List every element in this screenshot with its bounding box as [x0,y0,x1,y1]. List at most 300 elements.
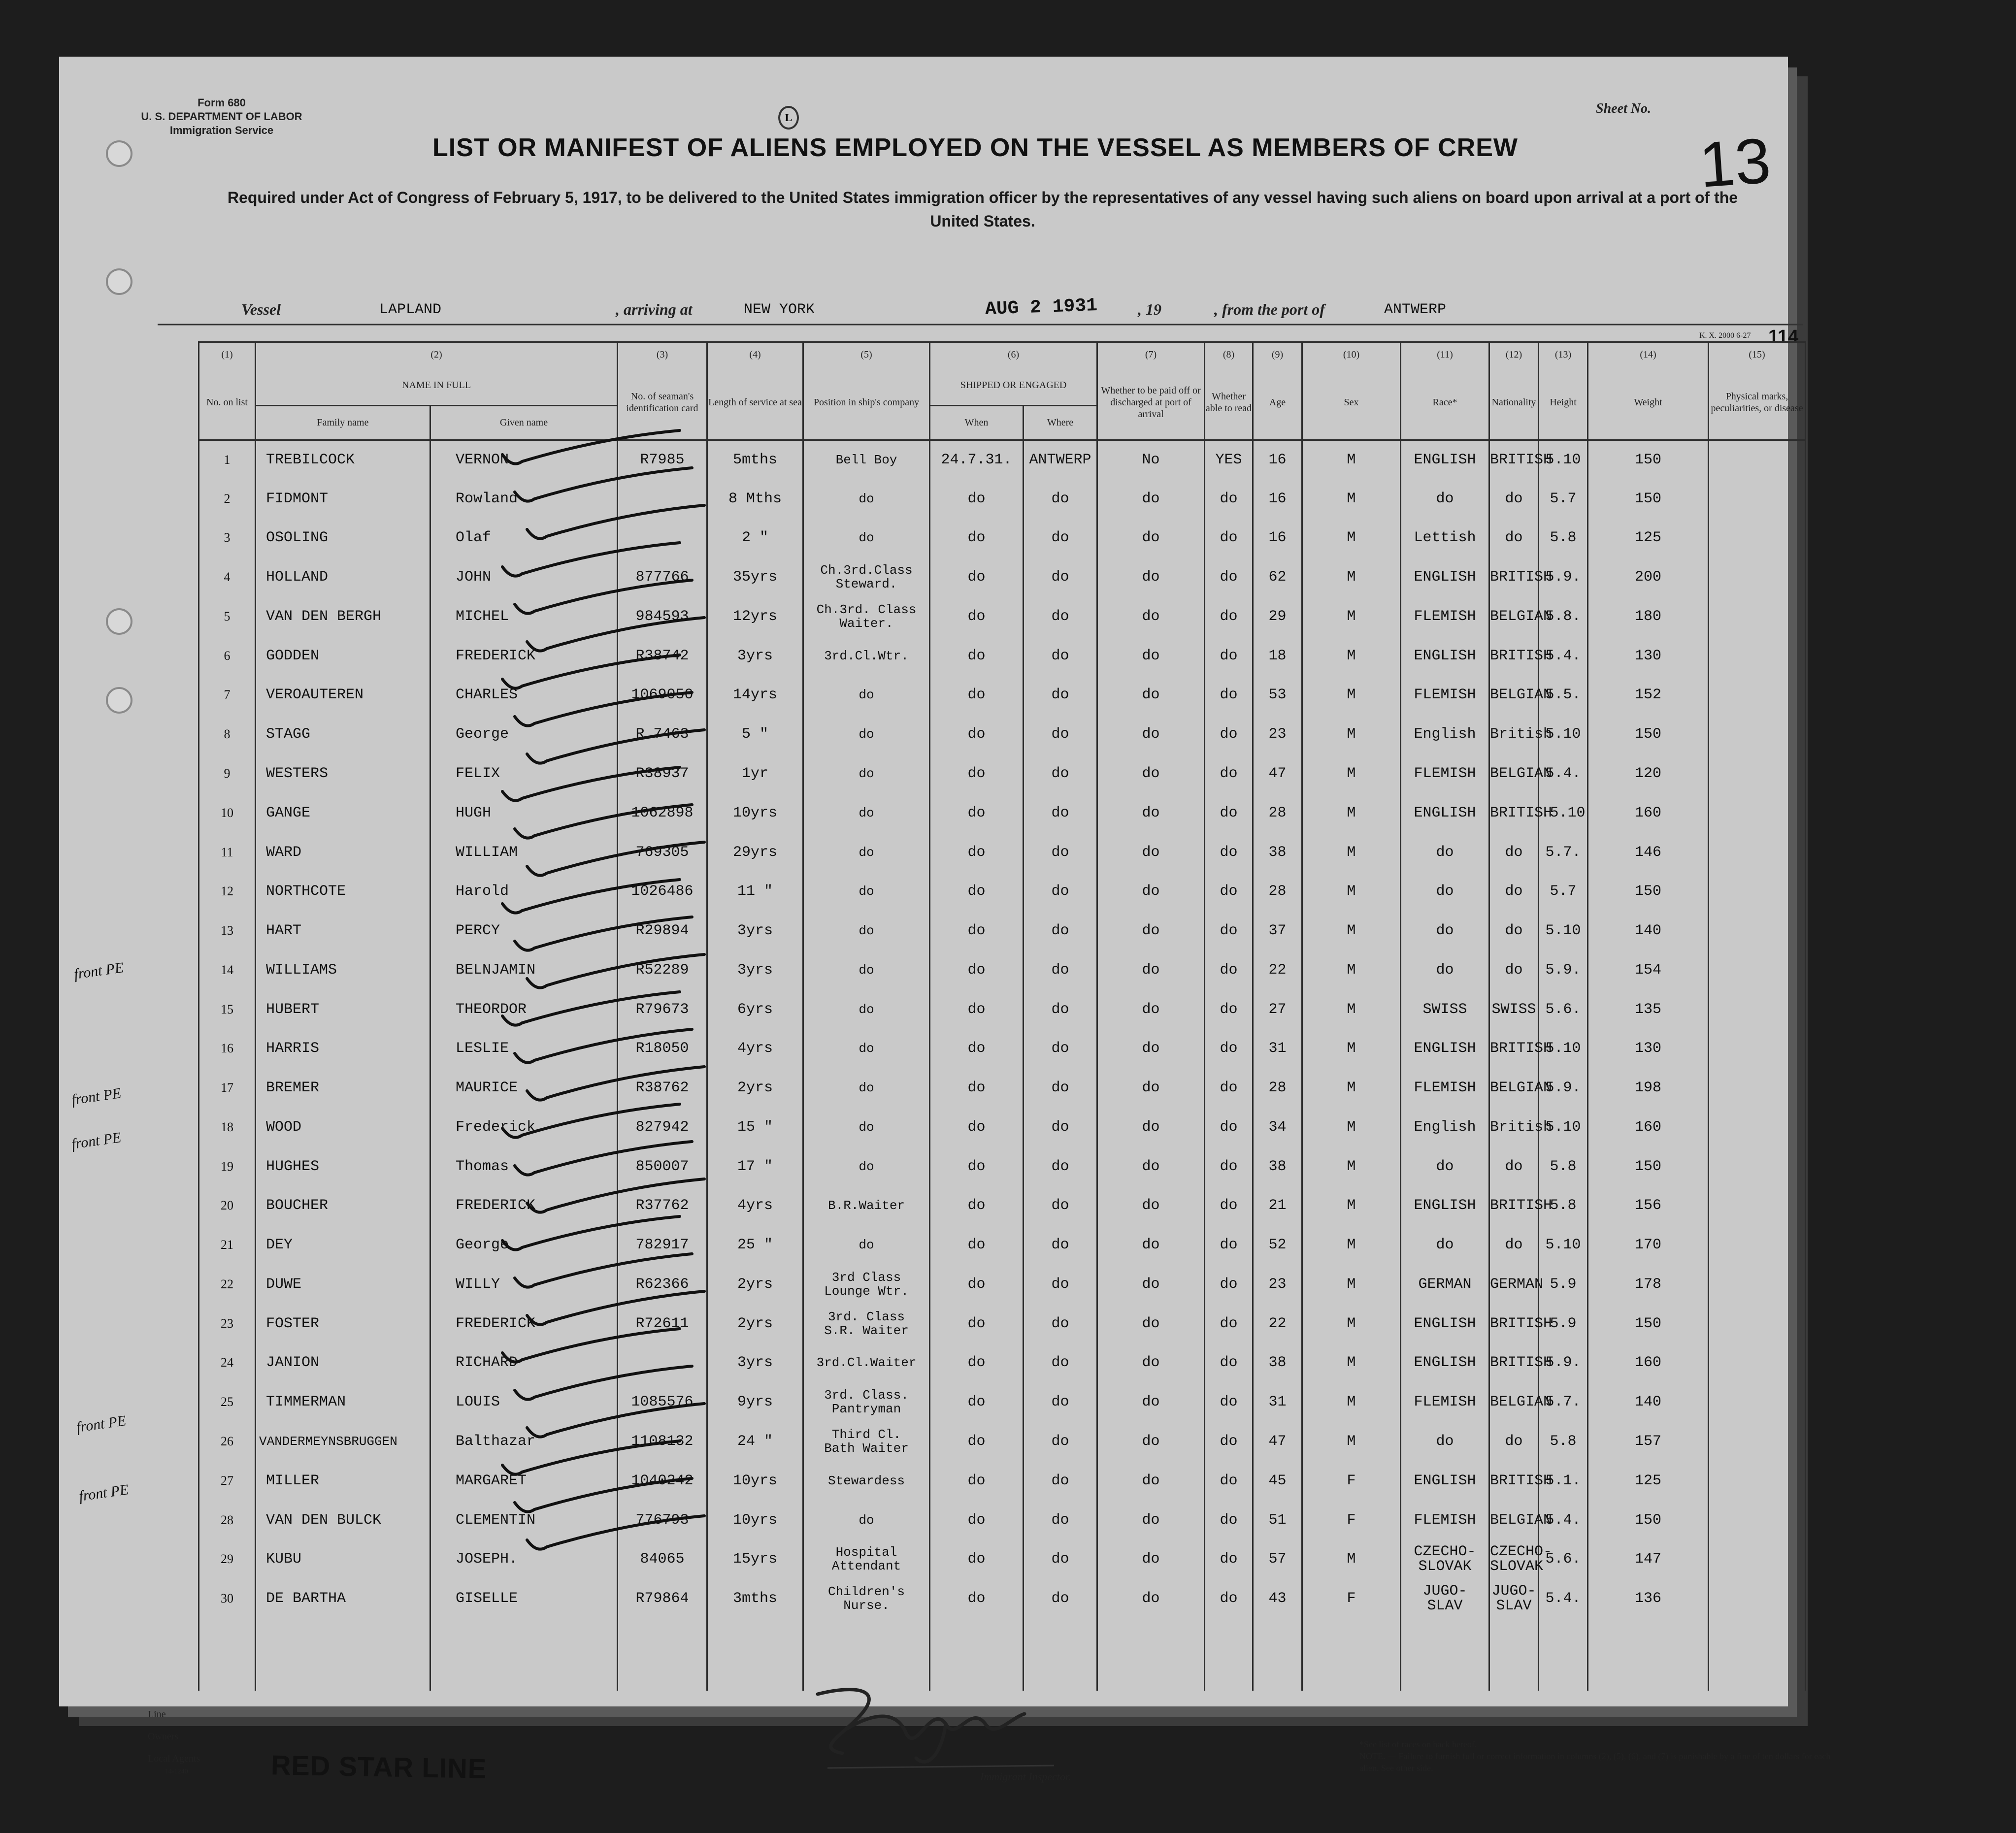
service-length-cell: 9yrs [707,1382,803,1422]
header-race: Race* [1401,366,1489,440]
shipped-when-cell: do [930,715,1024,754]
footer-owners-label: Owners [148,1731,179,1742]
check-stroke [515,1478,692,1512]
able-to-read-cell: do [1205,754,1253,793]
service-length-cell: 3yrs [707,950,803,990]
family-name-cell: OSOLING [256,519,430,558]
weight-cell: 125 [1588,519,1709,558]
paid-off-cell: do [1097,597,1205,636]
row-number-cell: 16 [199,1029,256,1068]
row-number-cell: 25 [199,1382,256,1422]
age-cell: 16 [1253,479,1302,519]
sex-cell: M [1302,1265,1401,1304]
footer-line-label: Line [148,1709,166,1720]
shipped-where-cell: ANTWERP [1024,440,1097,479]
race-cell: do [1401,911,1489,950]
sex-cell: M [1302,597,1401,636]
col-num: (13) [1539,342,1588,366]
form-code: K. X. 2000 6-27 [1699,331,1751,340]
shipped-where-cell: do [1024,1579,1097,1618]
nationality-cell: BRITISH [1489,1029,1539,1068]
height-cell: .5.10 [1539,793,1588,833]
shipped-when-cell: do [930,754,1024,793]
page-title: LIST OR MANIFEST OF ALIENS EMPLOYED ON THE VESSEL AS MEMBERS OF CREW [432,133,1518,162]
age-cell: 47 [1253,754,1302,793]
row-number-cell: 14 [199,950,256,990]
height-cell: 5.9 [1539,1304,1588,1343]
position-cell: Bell Boy [803,440,930,479]
service-name: Immigration Service [169,124,274,136]
shipped-when-cell: do [930,793,1024,833]
shipped-when-cell: do [930,1265,1024,1304]
header-length-service: Length of service at sea [707,366,803,440]
nationality-cell: do [1489,519,1539,558]
position-cell: do [803,1501,930,1540]
row-number-cell: 2 [199,479,256,519]
age-cell: 28 [1253,872,1302,911]
id-card-cell: 1085576 [618,1382,707,1422]
nationality-cell: BRITISH [1489,1186,1539,1226]
paid-off-cell: do [1097,1422,1205,1461]
margin-note: front PE [73,959,125,982]
family-name-cell: VAN DEN BULCK [256,1501,430,1540]
family-name-cell: HUBERT [256,990,430,1029]
weight-cell: 152 [1588,676,1709,715]
height-cell: 5.8 [1539,1186,1588,1226]
weight-cell: 147 [1588,1539,1709,1579]
service-length-cell: 5 " [707,715,803,754]
shipped-where-cell: do [1024,1186,1097,1226]
weight-cell: 178 [1588,1265,1709,1304]
race-cell: FLEMISH [1401,1068,1489,1108]
id-card-cell: 769305 [618,833,707,872]
position-cell: do [803,519,930,558]
given-name-cell: Harold [430,872,618,911]
col-num: (2) [256,342,618,366]
able-to-read-cell: do [1205,1147,1253,1186]
height-cell: 5.8 [1539,1422,1588,1461]
position-cell: do [803,676,930,715]
form-number: Form 680 [198,97,246,109]
shipped-when-cell: do [930,872,1024,911]
paid-off-cell: do [1097,1147,1205,1186]
shipped-when-cell: do [930,1579,1024,1618]
position-cell: 3rd. Class S.R. Waiter [803,1304,930,1343]
row-number-cell: 4 [199,557,256,597]
check-stroke [515,1142,692,1175]
height-cell: 5.4. [1539,636,1588,676]
check-stroke [502,1216,680,1250]
shipped-when-cell: do [930,519,1024,558]
height-cell: 5.8 [1539,1147,1588,1186]
position-cell: do [803,872,930,911]
paid-off-cell: do [1097,872,1205,911]
position-cell: Stewardess [803,1461,930,1501]
height-cell: 5.8 [1539,519,1588,558]
paid-off-cell: do [1097,1029,1205,1068]
position-cell: Ch.3rd.Class Steward. [803,557,930,597]
col-num: (4) [707,342,803,366]
service-length-cell: 6yrs [707,990,803,1029]
id-card-cell: R79864 [618,1579,707,1618]
position-cell: 3rd. Class. Pantryman [803,1382,930,1422]
paid-off-cell: do [1097,1501,1205,1540]
height-cell: 5.10 [1539,715,1588,754]
able-to-read-cell: do [1205,1579,1253,1618]
nationality-cell: BRITISH [1489,636,1539,676]
check-stroke [527,1291,704,1325]
shipped-where-cell: do [1024,1501,1097,1540]
service-length-cell: 4yrs [707,1186,803,1226]
height-cell: 5.9. [1539,950,1588,990]
header-age: Age [1253,366,1302,440]
position-cell: do [803,793,930,833]
height-cell: 5.9. [1539,1343,1588,1383]
given-name-cell: FREDERICK [430,636,618,676]
race-cell: ENGLISH [1401,1304,1489,1343]
race-cell: ENGLISH [1401,557,1489,597]
position-cell: do [803,1225,930,1265]
age-cell: 53 [1253,676,1302,715]
nationality-cell: British [1489,1108,1539,1147]
row-number-cell: 12 [199,872,256,911]
shipped-when-cell: do [930,1225,1024,1265]
given-name-cell: THEORDOR [430,990,618,1029]
header-weight: Weight [1588,366,1709,440]
height-cell: 5.10 [1539,440,1588,479]
shipped-where-cell: do [1024,911,1097,950]
shipped-where-cell: do [1024,1382,1097,1422]
row-number-cell: 30 [199,1579,256,1618]
age-cell: 23 [1253,715,1302,754]
age-cell: 22 [1253,950,1302,990]
given-name-cell: PERCY [430,911,618,950]
from-port: ANTWERP [1384,301,1447,318]
race-cell: FLEMISH [1401,1501,1489,1540]
sex-cell: M [1302,479,1401,519]
shipped-when-cell: do [930,990,1024,1029]
age-cell: 31 [1253,1382,1302,1422]
id-card-cell: 1062898 [618,793,707,833]
check-stroke [502,1104,680,1138]
position-cell: do [803,1068,930,1108]
shipped-when-cell: 24.7.31. [930,440,1024,479]
id-card-cell: 827942 [618,1108,707,1147]
id-card-cell: R7985 [618,440,707,479]
sex-cell: M [1302,872,1401,911]
position-cell: do [803,1029,930,1068]
given-name-cell: Balthazar [430,1422,618,1461]
race-cell: ENGLISH [1401,1343,1489,1383]
able-to-read-cell: do [1205,715,1253,754]
sex-cell: M [1302,1304,1401,1343]
family-name-cell: WOOD [256,1108,430,1147]
race-cell: ENGLISH [1401,1029,1489,1068]
shipped-where-cell: do [1024,833,1097,872]
shipped-when-cell: do [930,1461,1024,1501]
paid-off-cell: do [1097,479,1205,519]
age-cell: 43 [1253,1579,1302,1618]
family-name-cell: TIMMERMAN [256,1382,430,1422]
col-num: (1) [199,342,256,366]
position-cell: 3rd.Cl.Wtr. [803,636,930,676]
service-length-cell: 25 " [707,1225,803,1265]
check-stroke [515,580,692,614]
paid-off-cell: No [1097,440,1205,479]
able-to-read-cell: do [1205,1501,1253,1540]
margin-note: front PE [75,1412,128,1436]
col-num: (8) [1205,342,1253,366]
shipped-when-cell: do [930,557,1024,597]
check-stroke [515,1029,692,1063]
position-cell: Ch.3rd. Class Waiter. [803,597,930,636]
paid-off-cell: do [1097,1225,1205,1265]
row-number-cell: 20 [199,1186,256,1226]
nationality-cell: BELGIAN [1489,597,1539,636]
able-to-read-cell: do [1205,1186,1253,1226]
nationality-cell: BELGIAN [1489,1501,1539,1540]
sex-cell: M [1302,754,1401,793]
nationality-cell: do [1489,479,1539,519]
service-length-cell: 15 " [707,1108,803,1147]
service-length-cell: 35yrs [707,557,803,597]
sex-cell: M [1302,1422,1401,1461]
height-cell: 5.1. [1539,1461,1588,1501]
check-stroke [502,543,680,576]
check-stroke [502,767,680,801]
row-number-cell: 8 [199,715,256,754]
from-port-label: , from the port of [1214,300,1325,318]
service-length-cell: 12yrs [707,597,803,636]
weight-cell: 150 [1588,440,1709,479]
family-name-cell: VAN DEN BERGH [256,597,430,636]
row-number-cell: 9 [199,754,256,793]
id-card-cell: 850007 [618,1147,707,1186]
nationality-cell: JUGO- SLAV [1489,1579,1539,1618]
sex-cell: M [1302,715,1401,754]
service-length-cell: 2yrs [707,1068,803,1108]
able-to-read-cell: do [1205,872,1253,911]
sex-cell: M [1302,793,1401,833]
given-name-cell: Frederick [430,1108,618,1147]
sex-cell: F [1302,1461,1401,1501]
weight-cell: 136 [1588,1579,1709,1618]
nationality-cell: do [1489,950,1539,990]
shipped-when-cell: do [930,1382,1024,1422]
id-card-cell: 984593 [618,597,707,636]
shipped-when-cell: do [930,1501,1024,1540]
race-cell: FLEMISH [1401,754,1489,793]
check-stroke [515,468,692,501]
shipped-when-cell: do [930,1539,1024,1579]
weight-cell: 160 [1588,1343,1709,1383]
col-num: (14) [1588,342,1709,366]
weight-cell: 150 [1588,715,1709,754]
weight-cell: 140 [1588,911,1709,950]
position-cell: do [803,911,930,950]
header-when: When [930,405,1024,440]
header-sex: Sex [1302,366,1401,440]
shipped-when-cell: do [930,1147,1024,1186]
sex-cell: M [1302,676,1401,715]
service-length-cell: 3yrs [707,636,803,676]
shipped-where-cell: do [1024,872,1097,911]
given-name-cell: FELIX [430,754,618,793]
sex-cell: M [1302,1343,1401,1383]
service-length-cell: 17 " [707,1147,803,1186]
row-number-cell: 22 [199,1265,256,1304]
nationality-cell: BELGIAN [1489,1068,1539,1108]
check-stroke [502,655,680,688]
service-length-cell: 4yrs [707,1029,803,1068]
height-cell: 5.7. [1539,1382,1588,1422]
check-stroke [527,842,704,876]
sex-cell: M [1302,557,1401,597]
family-name-cell: MILLER [256,1461,430,1501]
race-cell: do [1401,479,1489,519]
shipped-when-cell: do [930,833,1024,872]
able-to-read-cell: do [1205,793,1253,833]
paid-off-cell: do [1097,911,1205,950]
race-cell: Lettish [1401,519,1489,558]
race-cell: JUGO- SLAV [1401,1579,1489,1618]
race-cell: GERMAN [1401,1265,1489,1304]
row-number-cell: 29 [199,1539,256,1579]
row-number-cell: 15 [199,990,256,1029]
shipped-when-cell: do [930,1068,1024,1108]
shipped-where-cell: do [1024,1539,1097,1579]
race-cell: FLEMISH [1401,676,1489,715]
position-cell: Third Cl. Bath Waiter [803,1422,930,1461]
paid-off-cell: do [1097,519,1205,558]
paid-off-cell: do [1097,950,1205,990]
date-stamp: AUG 2 1931 [985,295,1098,320]
nationality-cell: CZECHO- SLOVAK [1489,1539,1539,1579]
given-name-cell: CHARLES [430,676,618,715]
age-cell: 28 [1253,1068,1302,1108]
age-cell: 62 [1253,557,1302,597]
header-name-in-full: NAME IN FULL [256,366,618,405]
family-name-cell: NORTHCOTE [256,872,430,911]
family-name-cell: BOUCHER [256,1186,430,1226]
able-to-read-cell: do [1205,990,1253,1029]
height-cell: 5.7 [1539,479,1588,519]
able-to-read-cell: do [1205,1108,1253,1147]
race-cell: do [1401,1147,1489,1186]
age-cell: 57 [1253,1539,1302,1579]
header-family-name: Family name [256,405,430,440]
nationality-cell: BRITISH [1489,1343,1539,1383]
family-name-cell: TREBILCOCK [256,440,430,479]
check-stroke [515,692,692,726]
race-cell: FLEMISH [1401,1382,1489,1422]
race-cell: do [1401,1225,1489,1265]
family-name-cell: GODDEN [256,636,430,676]
height-cell: 5.9. [1539,557,1588,597]
age-cell: 21 [1253,1186,1302,1226]
given-name-cell: HUGH [430,793,618,833]
row-number-cell: 27 [199,1461,256,1501]
able-to-read-cell: do [1205,676,1253,715]
header-able-to-read: Whether able to read [1205,366,1253,440]
paid-off-cell: do [1097,833,1205,872]
family-name-cell: BREMER [256,1068,430,1108]
id-card-cell: 1040242 [618,1461,707,1501]
shipped-when-cell: do [930,676,1024,715]
height-cell: 5.8. [1539,597,1588,636]
service-length-cell: 10yrs [707,1501,803,1540]
check-stroke [527,1179,704,1212]
age-cell: 38 [1253,833,1302,872]
shipped-when-cell: do [930,479,1024,519]
family-name-cell: DEY [256,1225,430,1265]
check-stroke [527,618,704,651]
nationality-cell: do [1489,833,1539,872]
family-name-cell: WARD [256,833,430,872]
service-length-cell: 11 " [707,872,803,911]
service-length-cell: 3yrs [707,911,803,950]
paid-off-cell: do [1097,1304,1205,1343]
able-to-read-cell: do [1205,1029,1253,1068]
race-cell: CZECHO- SLOVAK [1401,1539,1489,1579]
header-position: Position in ship's company [803,366,930,440]
weight-cell: 200 [1588,557,1709,597]
paid-off-cell: do [1097,1265,1205,1304]
given-name-cell: LOUIS [430,1382,618,1422]
check-stroke [527,505,704,539]
footer-note [1359,1738,1832,1774]
row-number-cell: 19 [199,1147,256,1186]
given-name-cell: GISELLE [430,1579,618,1618]
race-cell: ENGLISH [1401,793,1489,833]
age-cell: 18 [1253,636,1302,676]
paid-off-cell: do [1097,676,1205,715]
inspector-signature [798,1674,1074,1773]
given-name-cell: Olaf [430,519,618,558]
family-name-cell: STAGG [256,715,430,754]
shipped-where-cell: do [1024,950,1097,990]
nationality-cell: British [1489,715,1539,754]
col-num: (3) [618,342,707,366]
id-card-cell: R29894 [618,911,707,950]
able-to-read-cell: do [1205,911,1253,950]
shipped-where-cell: do [1024,1422,1097,1461]
height-cell: 5.9 [1539,1265,1588,1304]
check-stroke [502,880,680,913]
id-card-cell: 1026486 [618,872,707,911]
col-num: (11) [1401,342,1489,366]
weight-cell: 198 [1588,1068,1709,1108]
weight-cell: 130 [1588,636,1709,676]
sheet-label: Sheet No. [1596,101,1651,116]
header-shipped: SHIPPED OR ENGAGED [930,366,1097,405]
given-name-cell: JOSEPH. [430,1539,618,1579]
shipped-where-cell: do [1024,1461,1097,1501]
row-number-cell: 7 [199,676,256,715]
height-cell: 5.4. [1539,754,1588,793]
given-name-cell: RICHARD [430,1343,618,1383]
check-stroke [515,1254,692,1287]
header-nationality: Nationality [1489,366,1539,440]
height-cell: 5.7. [1539,833,1588,872]
weight-cell: 154 [1588,950,1709,990]
sex-cell: M [1302,1108,1401,1147]
family-name-cell: WESTERS [256,754,430,793]
paid-off-cell: do [1097,1068,1205,1108]
service-length-cell: 2yrs [707,1304,803,1343]
col-num: (6) [930,342,1097,366]
shipped-where-cell: do [1024,557,1097,597]
